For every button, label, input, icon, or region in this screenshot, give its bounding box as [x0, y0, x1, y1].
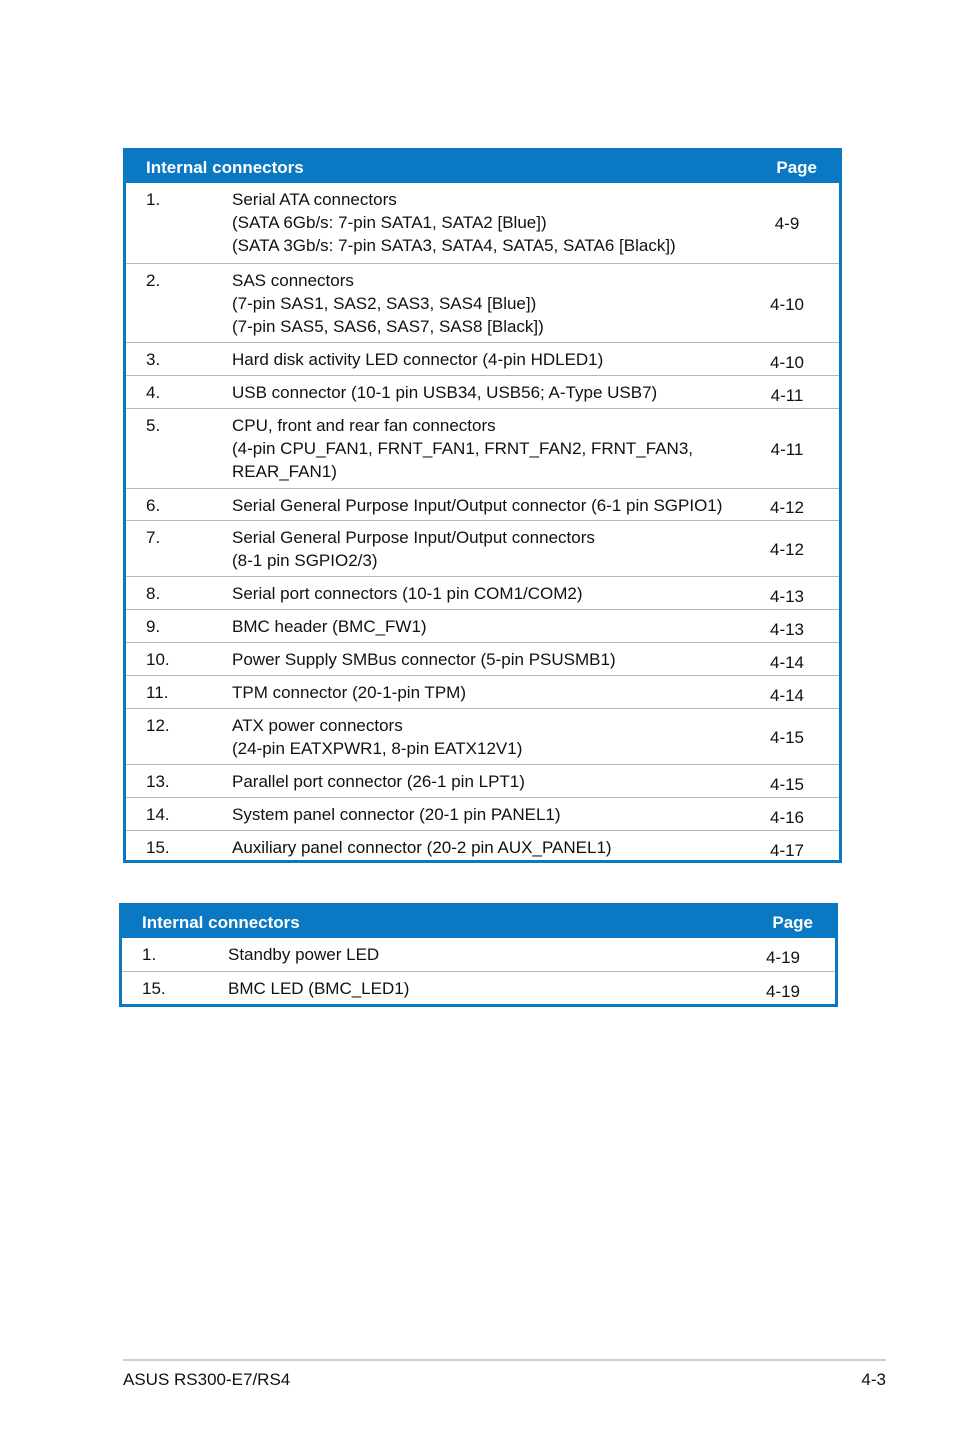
- footer-page-number: 4-3: [861, 1370, 886, 1389]
- row-description: [232, 188, 752, 257]
- description-line: Power Supply SMBus connector (5-pin PSUSMB1): [232, 650, 616, 669]
- description-line: Serial ATA connectors: [232, 190, 397, 209]
- row-page: 4-19: [765, 947, 801, 967]
- row-page: 4-13: [769, 619, 805, 639]
- row-number: 9.: [146, 617, 161, 636]
- table-header: [126, 151, 839, 183]
- row-page: 4-10: [769, 294, 805, 314]
- table-row: [126, 675, 839, 708]
- row-page: 4-14: [769, 685, 805, 705]
- row-description: [232, 269, 752, 338]
- description-line: CPU, front and rear fan connectors: [232, 416, 496, 435]
- table-row: [126, 830, 839, 863]
- table-row: [126, 609, 839, 642]
- description-line: (8-1 pin SGPIO2/3): [232, 551, 378, 570]
- row-number: 10.: [146, 650, 170, 669]
- row-description: [232, 836, 752, 859]
- description-line: (SATA 6Gb/s: 7-pin SATA1, SATA2 [Blue]): [232, 213, 547, 232]
- row-description: [232, 648, 752, 671]
- description-line: Serial General Purpose Input/Output connector (6-1 pin SGPIO1): [232, 496, 723, 515]
- description-line: (24-pin EATXPWR1, 8-pin EATX12V1): [232, 739, 523, 758]
- row-page: 4-17: [769, 840, 805, 860]
- table-body: [126, 183, 839, 863]
- description-line: USB connector (10-1 pin USB34, USB56; A-Type USB7): [232, 383, 658, 402]
- row-description: [232, 348, 752, 371]
- footer-divider: [123, 1359, 886, 1361]
- header-label: Internal connectors: [142, 913, 300, 932]
- row-description: [228, 943, 748, 966]
- description-line: BMC LED (BMC_LED1): [228, 979, 410, 998]
- table-row: [122, 938, 835, 971]
- row-description: [232, 714, 752, 760]
- row-description: [232, 526, 752, 572]
- row-page: 4-11: [770, 385, 804, 405]
- row-number: 1.: [142, 945, 157, 964]
- table-row: [126, 488, 839, 520]
- table-row: [126, 764, 839, 797]
- row-page: 4-10: [769, 352, 805, 372]
- description-line: Auxiliary panel connector (20-2 pin AUX_PANEL1): [232, 838, 612, 857]
- table-row: [126, 708, 839, 764]
- description-line: System panel connector (20-1 pin PANEL1): [232, 805, 561, 824]
- table-row: [126, 375, 839, 408]
- row-description: [232, 494, 752, 517]
- row-number: 14.: [146, 805, 170, 824]
- table-body: [122, 938, 835, 1004]
- row-description: [232, 582, 752, 605]
- description-line: ATX power connectors: [232, 716, 403, 735]
- row-number: 15.: [142, 979, 166, 998]
- row-number: 15.: [146, 838, 170, 857]
- row-page: 4-13: [769, 586, 805, 606]
- table-row: [126, 642, 839, 675]
- description-line: (7-pin SAS5, SAS6, SAS7, SAS8 [Black]): [232, 317, 544, 336]
- row-page: 4-12: [769, 498, 805, 517]
- row-page: 4-9: [774, 214, 800, 233]
- table-row: [122, 971, 835, 1004]
- row-number: 8.: [146, 584, 161, 603]
- footer-product: ASUS RS300-E7/RS4: [123, 1370, 291, 1389]
- table-row: [126, 408, 839, 488]
- row-description: [232, 615, 752, 638]
- table-row: [126, 576, 839, 609]
- row-number: 3.: [146, 350, 161, 369]
- table-row: [126, 520, 839, 576]
- description-line: (SATA 3Gb/s: 7-pin SATA3, SATA4, SATA5, SATA6 [Black]): [232, 236, 676, 255]
- header-label: Internal connectors: [146, 158, 304, 177]
- row-number: 5.: [146, 416, 161, 435]
- description-line: Standby power LED: [228, 945, 380, 964]
- row-number: 7.: [146, 528, 161, 547]
- row-description: [232, 803, 752, 826]
- row-page: 4-19: [765, 981, 801, 1001]
- row-description: [232, 381, 752, 404]
- table-row: [126, 263, 839, 342]
- description-line: Hard disk activity LED connector (4-pin HDLED1): [232, 350, 604, 369]
- row-number: 1.: [146, 190, 161, 209]
- description-line: TPM connector (20-1-pin TPM): [232, 683, 466, 702]
- row-number: 4.: [146, 383, 161, 402]
- header-page: Page: [776, 158, 817, 177]
- row-description: [232, 414, 752, 483]
- description-line: BMC header (BMC_FW1): [232, 617, 427, 636]
- internal-leds-table: [119, 903, 838, 1007]
- table-row: [126, 183, 839, 263]
- internal-connectors-table: [123, 148, 842, 863]
- row-page: 4-15: [769, 774, 805, 794]
- description-line: (4-pin CPU_FAN1, FRNT_FAN1, FRNT_FAN2, FRNT_FAN3,: [232, 439, 693, 458]
- description-line: Serial General Purpose Input/Output connectors: [232, 528, 595, 547]
- description-line: Serial port connectors (10-1 pin COM1/COM2): [232, 584, 583, 603]
- row-page: 4-15: [769, 728, 805, 747]
- description-line: Parallel port connector (26-1 pin LPT1): [232, 772, 525, 791]
- row-number: 13.: [146, 772, 170, 791]
- row-number: 6.: [146, 496, 161, 515]
- row-page: 4-12: [769, 540, 805, 559]
- table-row: [126, 342, 839, 375]
- table-row: [126, 797, 839, 830]
- row-page: 4-11: [770, 440, 804, 459]
- table-header: [122, 906, 835, 938]
- row-page: 4-14: [769, 652, 805, 672]
- row-description: [228, 977, 748, 1000]
- header-page: Page: [772, 913, 813, 932]
- row-number: 2.: [146, 271, 161, 290]
- description-line: SAS connectors: [232, 271, 354, 290]
- description-line: (7-pin SAS1, SAS2, SAS3, SAS4 [Blue]): [232, 294, 537, 313]
- row-page: 4-16: [769, 807, 805, 827]
- row-number: 12.: [146, 716, 170, 735]
- description-line: REAR_FAN1): [232, 462, 337, 481]
- row-description: [232, 681, 752, 704]
- row-description: [232, 770, 752, 793]
- row-number: 11.: [146, 683, 169, 702]
